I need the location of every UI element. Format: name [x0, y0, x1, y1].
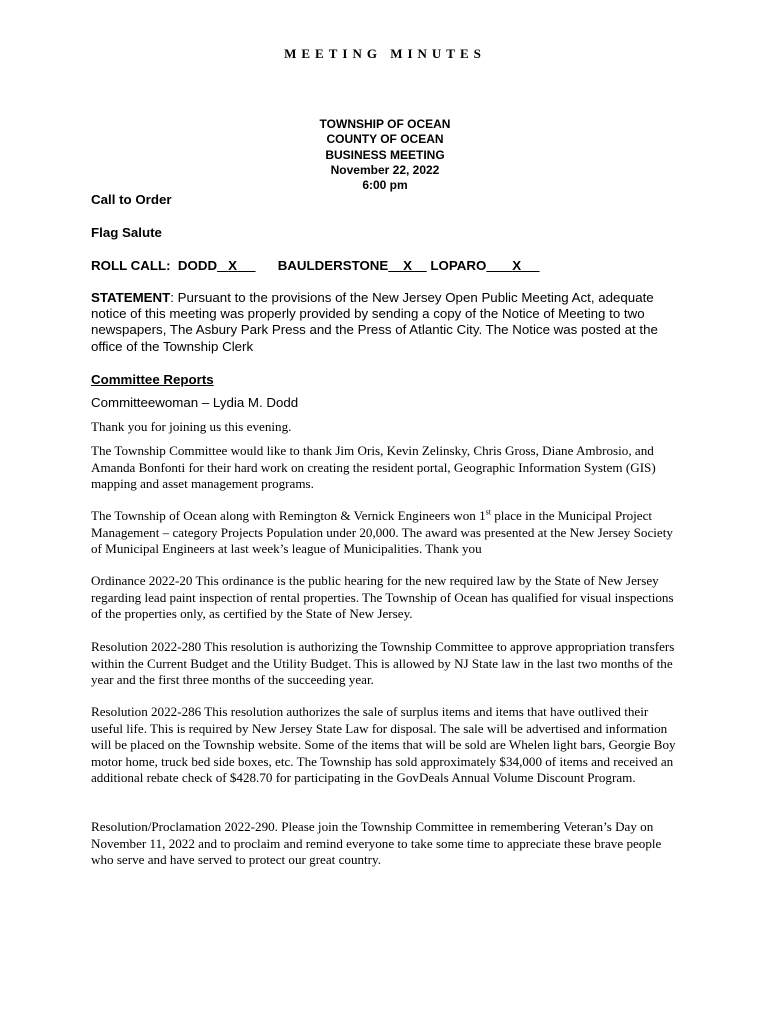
roll-call-dodd: DODD	[177, 258, 218, 273]
roll-call-baulderstone-mark: X	[403, 258, 412, 273]
thank-you-line: Thank you for joining us this evening.	[91, 419, 292, 434]
paragraph-proclamation: Resolution/Proclamation 2022-290. Please join the Township Committee in remembering Veteran’s Day on November 11, 2022 and to proclaim and remind everyone to take some time to appreciate these brave people who serve and have served to protect our great country.	[91, 819, 662, 867]
committeewoman-line: Committeewoman – Lydia M. Dodd	[91, 395, 299, 410]
statement-label: STATEMENT	[91, 290, 171, 305]
paragraph-portal-thanks: The Township Committee would like to thank Jim Oris, Kevin Zelinsky, Chris Gross, Diane Ambrosio, and Amanda Bonfonti for their hard work on creating the resident portal, Geographic Information System (GIS) mapping and asset management programs.	[91, 443, 656, 491]
roll-call-label: ROLL CALL:	[91, 258, 171, 273]
header-line: 6:00 pm	[362, 178, 408, 193]
statement-text: : Pursuant to the provisions of the New Jersey Open Public Meeting Act, adequate notice of this meeting was properly provided by sending a copy of the Notice of Meeting to two newspapers, The Asbury Park Press and the Press of Atlantic City. The Notice was posted at the office of the Township Clerk	[91, 290, 658, 354]
header-line: November 22, 2022	[330, 162, 440, 177]
paragraph-resolution-280: Resolution 2022-280 This resolution is authorizing the Township Committee to approve appropriation transfers within the Current Budget and the Utility Budget. This is allowed by NJ State law in the last two months of the year and the first three months of the succeeding year.	[91, 639, 675, 687]
roll-call-line	[91, 258, 679, 274]
ordinal-suffix: st	[485, 507, 491, 517]
roll-call-loparo-mark: X	[512, 258, 522, 273]
statement-paragraph	[91, 290, 679, 355]
paragraph-award: The Township of Ocean along with Remington & Vernick Engineers won 1st place in the Municipal Project Management – category Projects Population under 20,000. The award was presented at the New Jersey Society of Municipal Engineers at last week’s league of Municipalities. Thank you	[91, 507, 673, 556]
flag-salute-heading: Flag Salute	[91, 225, 162, 240]
document-title: MEETING MINUTES	[284, 46, 486, 61]
roll-call-baulderstone: BAULDERSTONE	[277, 258, 389, 273]
header-line: TOWNSHIP OF OCEAN	[319, 117, 451, 131]
header-line: BUSINESS MEETING	[325, 147, 445, 162]
paragraph-resolution-286: Resolution 2022-286 This resolution authorizes the sale of surplus items and items that have outlived their useful life. This is required by New Jersey State Law for disposal. The sale will be advertised and information will be placed on the Township website. Some of the items that will be sold are Whelen light bars, Georgie Boy motor home, truck bed side boxes, etc. The Township has sold approximately $34,000 of items and received an additional rebate check of $428.70 for participating in the GovDeals Annual Volume Discount Program.	[91, 704, 676, 785]
header-line: COUNTY OF OCEAN	[326, 132, 444, 147]
roll-call-dodd-mark: X	[228, 258, 238, 273]
roll-call-loparo: LOPARO	[430, 258, 487, 273]
call-to-order-heading: Call to Order	[91, 192, 172, 207]
committee-reports-heading: Committee Reports	[91, 372, 214, 387]
paragraph-ordinance: Ordinance 2022-20 This ordinance is the public hearing for the new required law by the State of New Jersey regarding lead paint inspection of rental properties. The Township of Ocean has qualified for visual inspections of the properties only, as certified by the State of New Jersey.	[91, 573, 674, 621]
meeting-header	[0, 117, 770, 193]
